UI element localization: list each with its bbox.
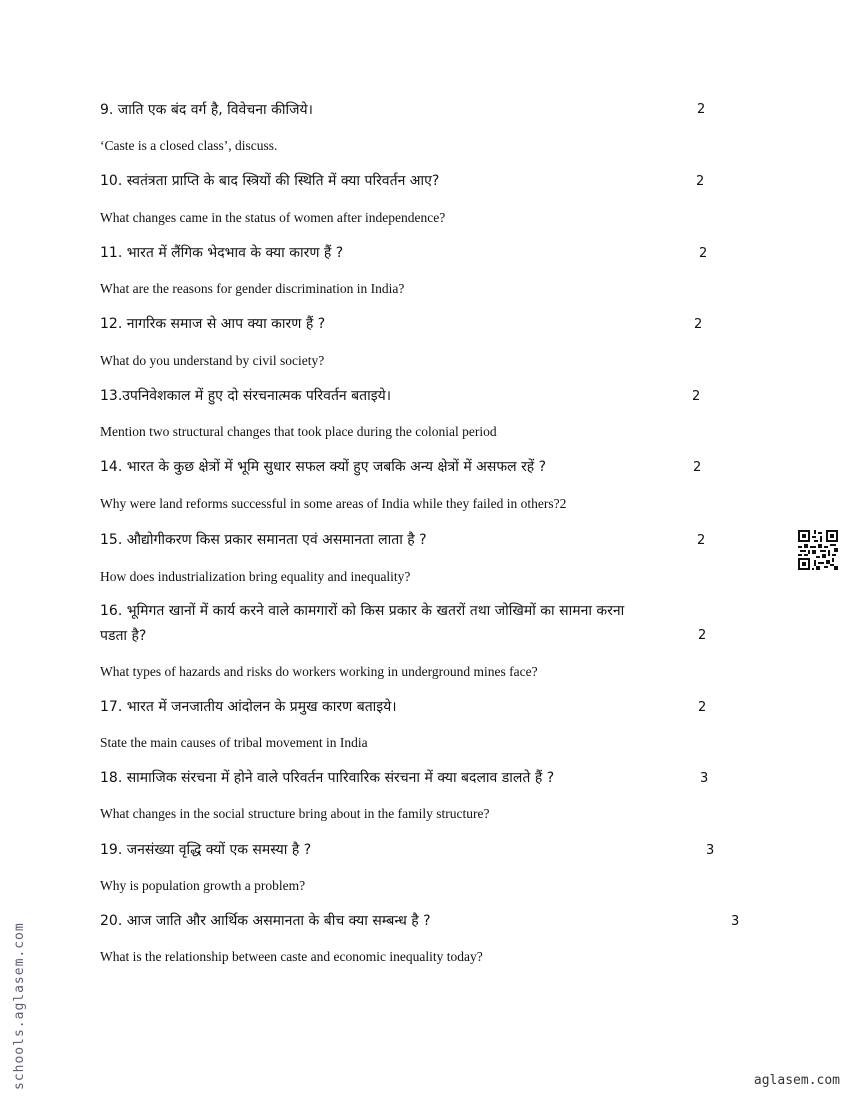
question-16-english: What types of hazards and risks do workers working in underground mines face? [100, 664, 538, 679]
question-13-english: Mention two structural changes that took place during the colonial period [100, 424, 497, 439]
question-17-hindi: 17. भारत में जनजातीय आंदोलन के प्रमुख कारण बताइये। [100, 699, 397, 715]
question-14-hindi: 14. भारत के कुछ क्षेत्रों में भूमि सुधार सफल क्यों हुए जबकि अन्य क्षेत्रों में असफल रहें ? [100, 459, 547, 475]
question-17-english: State the main causes of tribal movement in India [100, 735, 368, 750]
question-15-english: How does industrialization bring equality and inequality? [100, 569, 411, 584]
question-11-english: What are the reasons for gender discrimination in India? [100, 281, 405, 296]
question-16-marks: 2 [698, 628, 707, 643]
question-18-marks: 3 [700, 771, 709, 786]
question-19-hindi: 19. जनसंख्या वृद्धि क्यों एक समस्या है ? [100, 842, 312, 858]
question-18-english: What changes in the social structure bring about in the family structure? [100, 806, 490, 821]
question-16-hindi-cont: पडता है? [100, 628, 147, 644]
question-13-marks: 2 [692, 389, 701, 404]
question-9-marks: 2 [697, 102, 706, 117]
question-18-hindi: 18. सामाजिक संरचना में होने वाले परिवर्तन पारिवारिक संरचना में क्या बदलाव डालते हैं ? [100, 770, 555, 786]
footer-watermark: aglasem.com [753, 1073, 840, 1088]
question-13-hindi: 13.उपनिवेशकाल में हुए दो संरचनात्मक परिवर्तन बताइये। [100, 388, 392, 404]
question-15-marks: 2 [697, 533, 706, 548]
question-14-marks: 2 [693, 460, 702, 475]
question-14-english: Why were land reforms successful in some areas of India while they failed in others?2 [100, 496, 567, 511]
question-17-marks: 2 [698, 700, 707, 715]
question-15-hindi: 15. औद्योगीकरण किस प्रकार समानता एवं असमानता लाता है ? [100, 532, 427, 548]
question-11-marks: 2 [699, 246, 708, 261]
qr-code-icon [798, 530, 838, 570]
question-12-marks: 2 [694, 317, 703, 332]
question-20-marks: 3 [731, 914, 740, 929]
question-19-marks: 3 [706, 843, 715, 858]
question-12-hindi: 12. नागरिक समाज से आप क्या कारण हैं ? [100, 316, 326, 332]
question-10-marks: 2 [696, 174, 705, 189]
question-11-hindi: 11. भारत में लैंगिक भेदभाव के क्या कारण हैं ? [100, 245, 344, 261]
question-16-hindi: 16. भूमिगत खानों में कार्य करने वाले कामगारों को किस प्रकार के खतरों तथा जोखिमों का सामना करना [100, 603, 625, 619]
question-20-hindi: 20. आज जाति और आर्थिक असमानता के बीच क्या सम्बन्ध है ? [100, 913, 431, 929]
question-9-english: ‘Caste is a closed class’, discuss. [100, 138, 278, 153]
question-12-english: What do you understand by civil society? [100, 353, 325, 368]
side-watermark: schools.aglasem.com [12, 922, 27, 1090]
question-10-hindi: 10. स्वतंत्रता प्राप्ति के बाद स्त्रियों की स्थिति में क्या परिवर्तन आए? [100, 173, 440, 189]
question-19-english: Why is population growth a problem? [100, 878, 306, 893]
question-10-english: What changes came in the status of women after independence? [100, 210, 446, 225]
question-9-hindi: 9. जाति एक बंद वर्ग है, विवेचना कीजिये। [100, 102, 313, 118]
question-20-english: What is the relationship between caste and economic inequality today? [100, 949, 483, 964]
